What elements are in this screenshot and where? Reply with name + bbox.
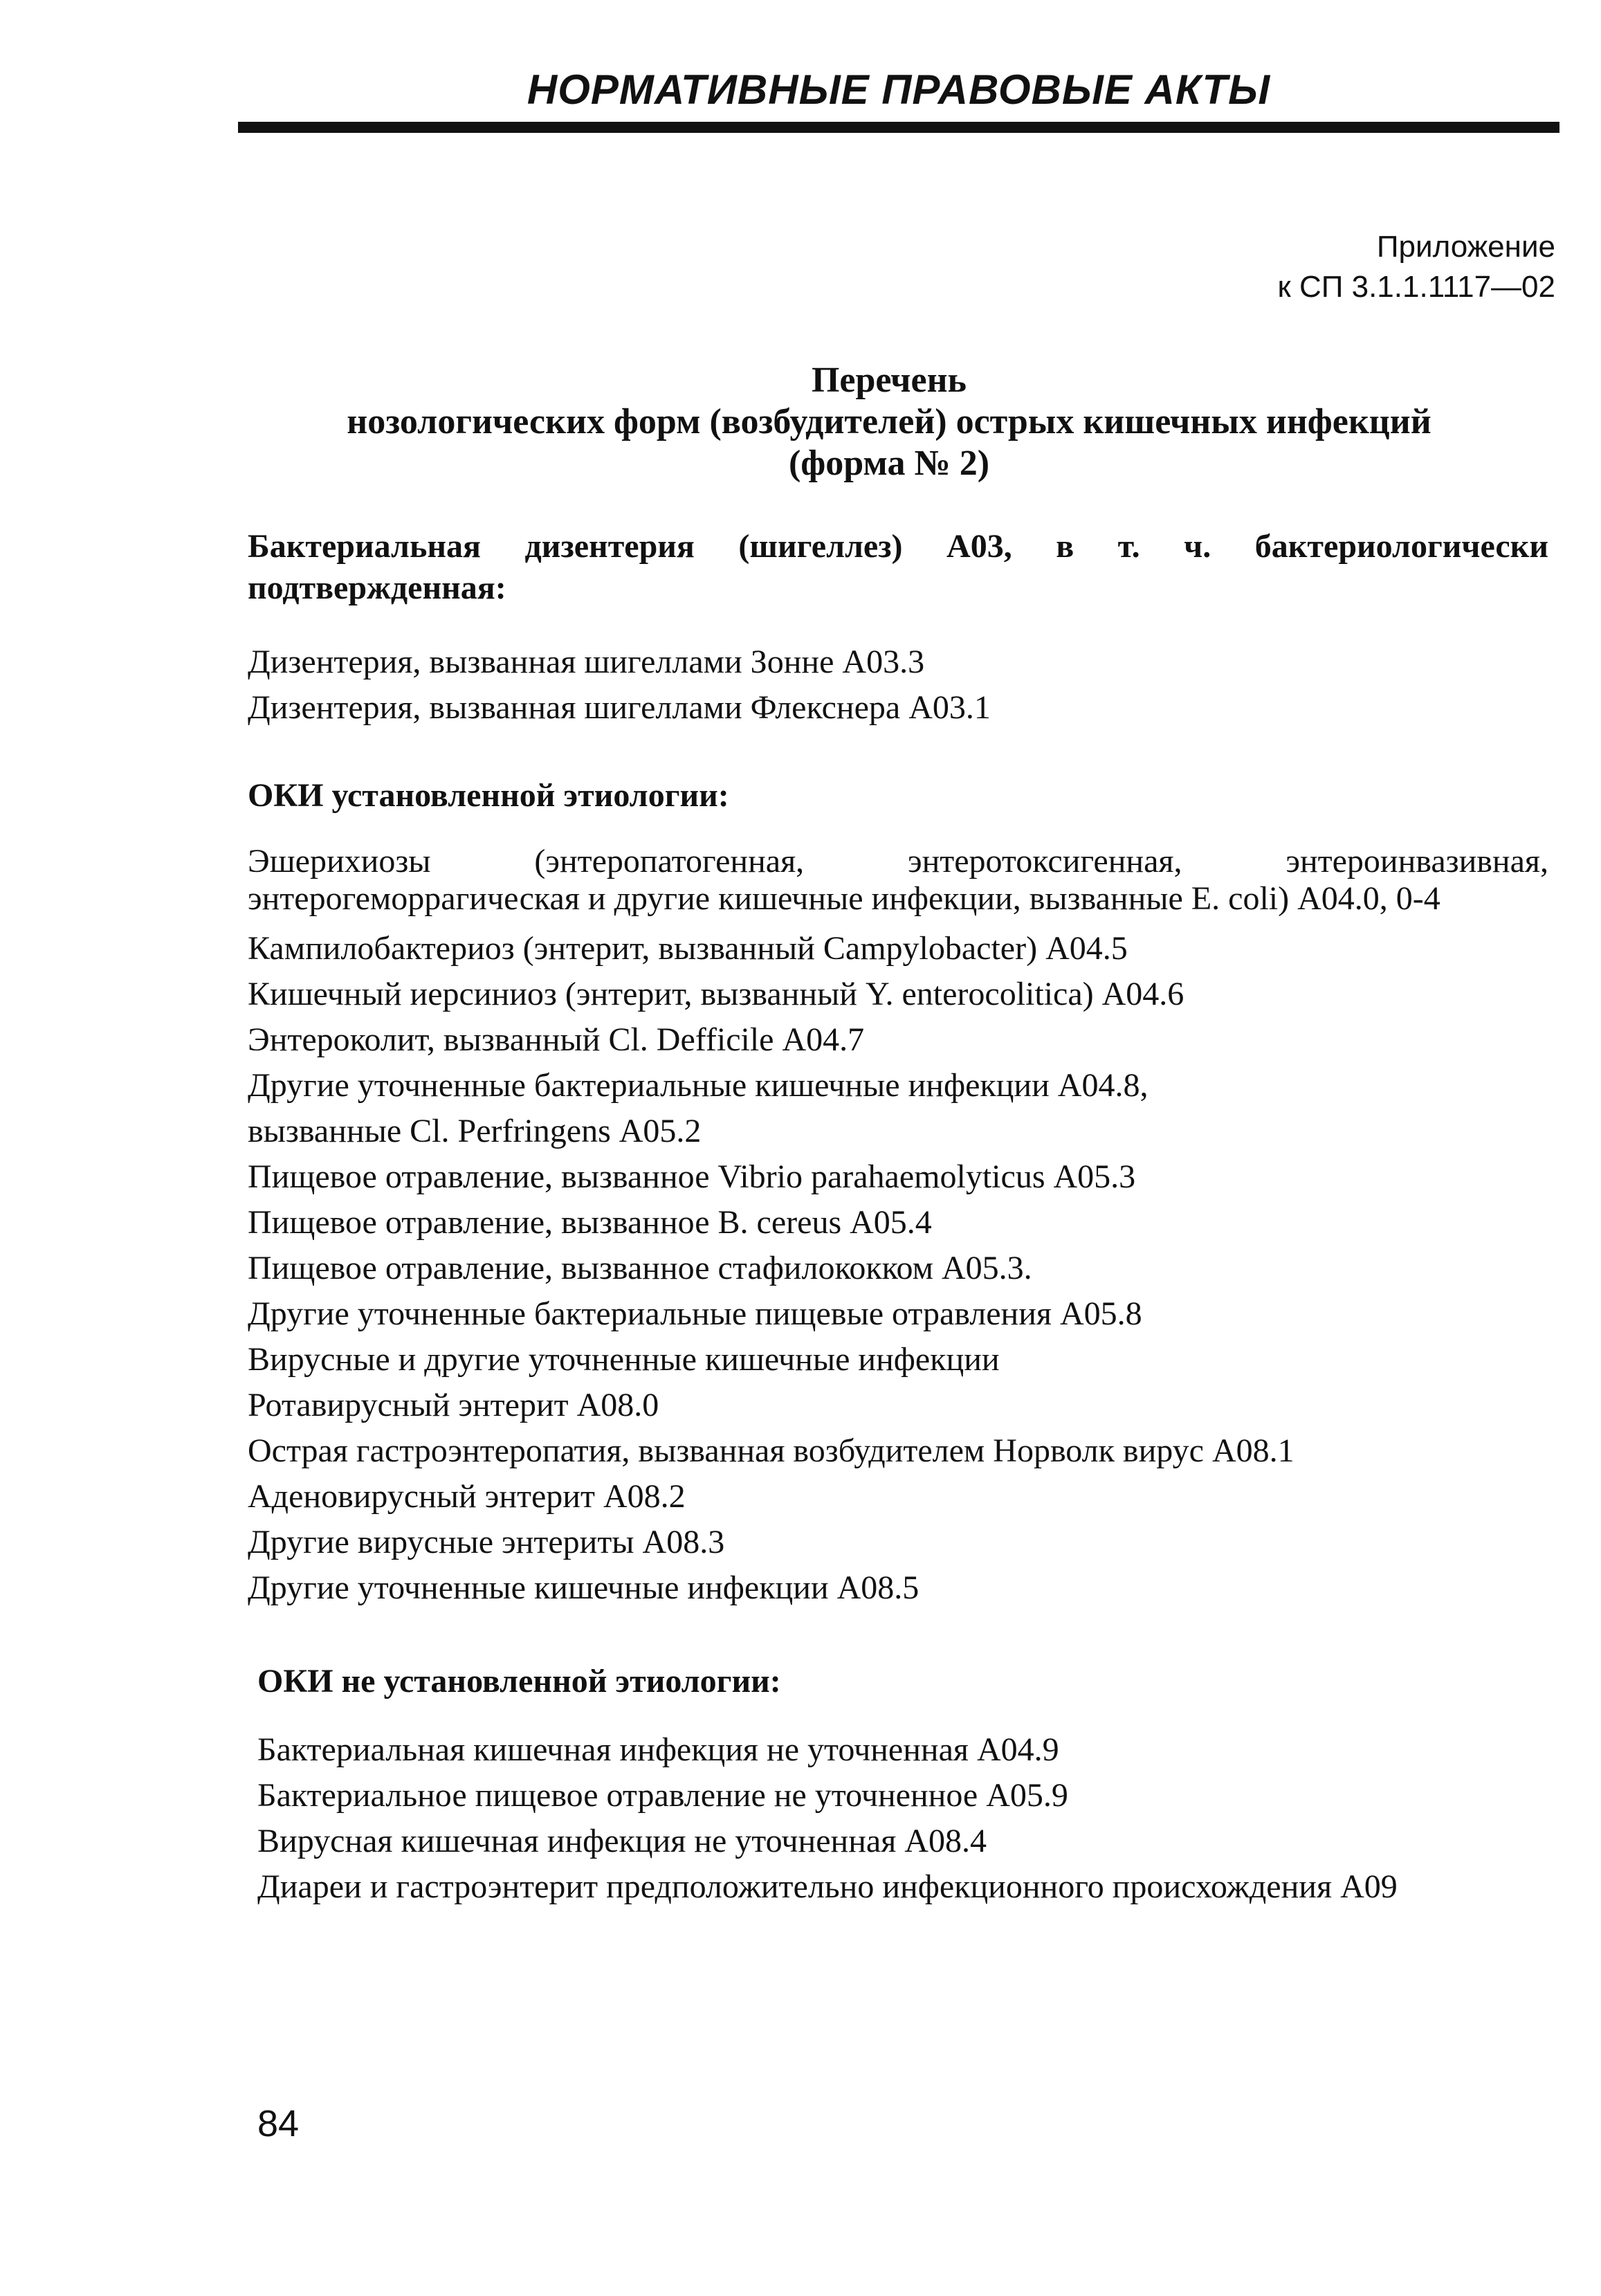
list-item: Пищевое отравление, вызванное Vibrio parahaemolyticus А05.3 (248, 1158, 1136, 1195)
section-heading-established-etiology: ОКИ установленной этиологии: (248, 777, 729, 814)
header-title: НОРМАТИВНЫЕ ПРАВОВЫЕ АКТЫ (527, 66, 1271, 113)
annex-document-ref: к СП 3.1.1.1117—02 (1277, 270, 1555, 304)
list-item: Другие уточненные бактериальные кишечные инфекции А04.8, (248, 1067, 1149, 1104)
list-item: Другие вирусные энтериты А08.3 (248, 1524, 725, 1560)
document-title-line-2: нозологических форм (возбудителей) острых кишечных инфекций (347, 402, 1431, 441)
document-title-line-3: (форма № 2) (788, 444, 990, 483)
header-rule (238, 122, 1559, 133)
list-item: Эшерихиозы (энтеропатогенная, энтеротоксигенная, энтероинвазивная, энтерогеморрагическая и другие кишечные инфекции, вызванные E. coli) А04.0, 0-4 (248, 843, 1548, 917)
section-heading-unestablished-etiology: ОКИ не установленной этиологии: (257, 1663, 781, 1700)
list-item: Дизентерия, вызванная шигеллами Зонне А03.3 (248, 644, 925, 680)
list-item: Бактериальное пищевое отравление не уточненное А05.9 (257, 1777, 1068, 1814)
list-item: Дизентерия, вызванная шигеллами Флекснера А03.1 (248, 689, 991, 726)
section-list-dysentery (248, 639, 1548, 731)
list-item: Вирусная кишечная инфекция не уточненная А08.4 (257, 1823, 987, 1859)
list-item: Бактериальная кишечная инфекция не уточненная А04.9 (257, 1731, 1059, 1768)
page-number: 84 (257, 2103, 300, 2144)
list-item: Диареи и гастроэнтерит предположительно инфекционного происхождения А09 (257, 1868, 1398, 1905)
list-item: Острая гастроэнтеропатия, вызванная возбудителем Норволк вирус А08.1 (248, 1432, 1294, 1469)
list-item: Кампилобактериоз (энтерит, вызванный Campylobacter) А04.5 (248, 930, 1128, 967)
list-item: Энтероколит, вызванный Cl. Defficile А04.7 (248, 1021, 865, 1058)
list-item: Вирусные и другие уточненные кишечные инфекции (248, 1341, 1000, 1378)
section-list-established-etiology (248, 843, 1548, 1611)
section-list-unestablished-etiology (257, 1727, 1558, 1910)
section-heading-dysentery: Бактериальная дизентерия (шигеллез) А03, в т. ч. бактериологически подтвержденная: (248, 528, 1548, 606)
list-item: Ротавирусный энтерит А08.0 (248, 1387, 659, 1423)
annex-reference (1278, 227, 1555, 307)
list-item: Пищевое отравление, вызванное стафилококком А05.3. (248, 1250, 1032, 1286)
list-item: Другие уточненные бактериальные пищевые отравления А05.8 (248, 1295, 1142, 1332)
list-item: Кишечный иерсиниоз (энтерит, вызванный Y. enterocolitica) А04.6 (248, 976, 1184, 1012)
list-item: Аденовирусный энтерит А08.2 (248, 1478, 686, 1515)
list-item: Пищевое отравление, вызванное B. cereus А05.4 (248, 1204, 932, 1241)
annex-label: Приложение (1376, 230, 1555, 264)
document-title (235, 360, 1543, 484)
list-item: вызванные Cl. Perfringens А05.2 (248, 1113, 702, 1149)
document-title-line-1: Перечень (811, 361, 967, 400)
running-header (238, 66, 1559, 133)
list-item: Другие уточненные кишечные инфекции А08.5 (248, 1569, 920, 1606)
